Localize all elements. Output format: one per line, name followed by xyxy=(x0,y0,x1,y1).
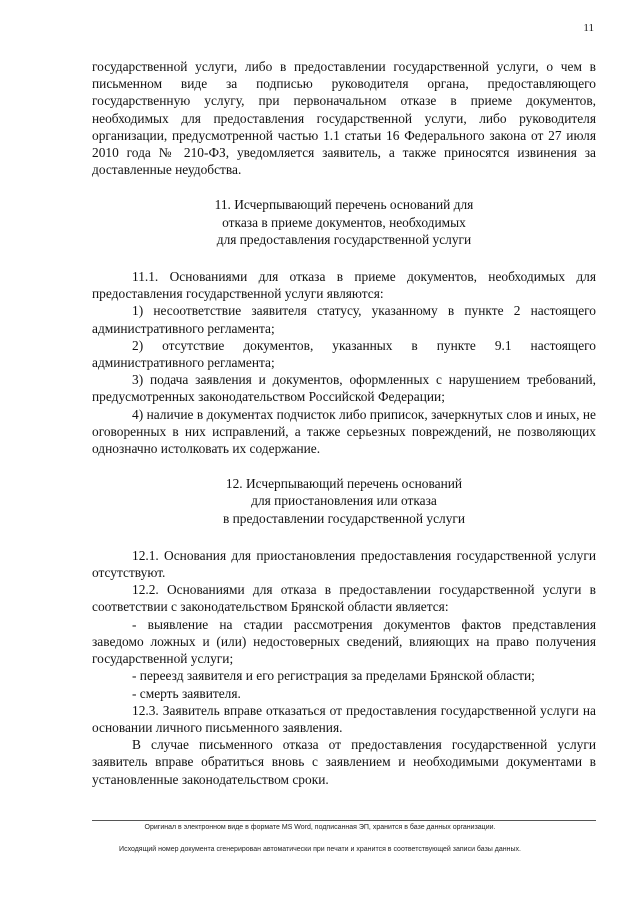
section-11-title-line: 11. Исчерпывающий перечень оснований для xyxy=(214,197,474,213)
section-11-title-line: отказа в приеме документов, необходимых xyxy=(222,214,466,230)
section-12-paragraph: В случае письменного отказа от предоставления государственной услуги заявитель вправе обратиться вновь с заявлением и необходимыми документами в установленные законодательством сроки. xyxy=(92,737,596,787)
intro-paragraph: государственной услуги, либо в предоставлении государственной услуги, о чем в письменном виде за подписью руководителя органа, предоставляющего государственную услугу, при первоначальном отказе в приеме документов, необходимых для предоставления государственной услуги, либо руководителя организации, предусмотренной частью 1.1 статьи 16 Федерального закона от 27 июля 2010 года № 210-ФЗ, уведомляется заявитель, а также приносятся извинения за доставленные неудобства. xyxy=(92,59,596,178)
document-body xyxy=(92,58,596,788)
section-11-paragraph: 3) подача заявления и документов, оформленных с нарушением требований, предусмотренных законодательством Российской Федерации; xyxy=(92,372,596,405)
section-11-paragraph: 2) отсутствие документов, указанных в пункте 9.1 настоящего административного регламента; xyxy=(92,337,596,371)
section-11-title-line: для предоставления государственной услуги xyxy=(216,231,472,247)
section-12-title-line: 12. Исчерпывающий перечень оснований xyxy=(225,476,463,492)
section-12-paragraph: - смерть заявителя. xyxy=(132,685,241,701)
section-12-heading xyxy=(92,475,596,527)
page-number: 11 xyxy=(583,22,594,34)
section-11-heading xyxy=(92,196,596,248)
section-11-paragraph: 4) наличие в документах подчисток либо приписок, зачеркнутых слов и иных, не оговоренных в них исправлений, а также серьезных повреждений, не позволяющих однозначно истолковать их содержание. xyxy=(92,406,596,457)
section-11-paragraph: 11.1. Основаниями для отказа в приеме документов, необходимых для предоставления государственной услуги являются: xyxy=(92,269,596,302)
section-12-paragraph: - выявление на стадии рассмотрения документов фактов представления заведомо ложных и (или) недостоверных сведений, влияющих на право получения государственной услуги; xyxy=(92,616,596,667)
section-11-paragraph: 1) несоответствие заявителя статусу, указанному в пункте 2 настоящего административного регламента; xyxy=(92,303,596,336)
footer-note-original: Оригинал в электронном виде в формате MS Word, подписанная ЭП, хранится в базе данных организации. xyxy=(144,824,496,831)
section-12-paragraph: - переезд заявителя и его регистрация за пределами Брянской области; xyxy=(132,668,535,684)
section-12-paragraph: 12.3. Заявитель вправе отказаться от предоставления государственной услуги на основании личного письменного заявления. xyxy=(92,702,596,735)
footer-divider xyxy=(92,820,596,821)
section-12-title-line: для приостановления или отказа xyxy=(251,493,437,509)
section-12-paragraph: 12.2. Основаниями для отказа в предоставлении государственной услуги в соответствии с законодательством Брянской области является: xyxy=(92,582,596,615)
footer-note-number: Исходящий номер документа сгенерирован автоматически при печати и хранится в соответствующей записи базы данных. xyxy=(119,846,521,853)
section-12-title-line: в предоставлении государственной услуги xyxy=(222,510,466,526)
section-12-paragraph: 12.1. Основания для приостановления предоставления государственной услуги отсутствуют. xyxy=(92,547,596,581)
